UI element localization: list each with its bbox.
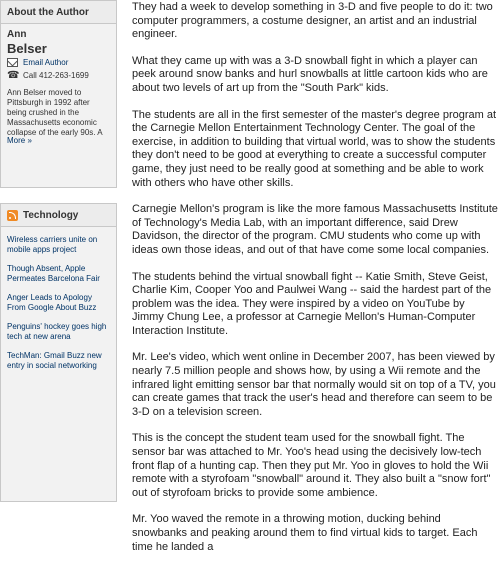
about-author-box xyxy=(0,0,117,188)
more-link[interactable]: More » xyxy=(7,136,32,145)
email-author-label[interactable]: Email Author xyxy=(23,58,69,67)
author-bio: Ann Belser moved to Pittsburgh in 1992 after being crushed in the Massachusetts economic collapse of the early 90s. A xyxy=(7,88,103,137)
about-author-heading: About the Author xyxy=(1,1,116,24)
call-author-label: Call 412-263-1699 xyxy=(23,71,89,80)
article-body xyxy=(132,0,498,567)
article-paragraph: The students are all in the first semester of the master's degree program at the Carnegie Mellon Entertainment Technology Center. The goal of the exercise, in addition to building that virtual world, was to show the students they don't need to be good at everything to create a successful computer game, they just need to be really good at something and be able to work with others who have other skills. xyxy=(132,108,497,189)
email-author-link[interactable] xyxy=(1,56,116,69)
article-paragraph: Mr. Lee's video, which went online in December 2007, has been viewed by nearly 7.5 million people and shows how, by using a Wii remote and the infrared light emitting sensor bar that normally would sit on top of a TV, you can create games that track the user's head and therefore can seem to be 3-D on a television screen. xyxy=(132,351,496,418)
article-paragraph: The students behind the virtual snowball fight -- Katie Smith, Steve Geist, Charlie Kim, Cooper Yoo and Paulwei Wang -- said the hardest part of the problem was the idea. They were inspired by a video on YouTube by Jimmy Chung Lee, a professor at Carnegie Mellon's Human-Computer Interaction Institute. xyxy=(132,270,492,337)
article-paragraph: Carnegie Mellon's program is like the more famous Massachusetts Institute of Technology's Media Lab, with an important difference, said Drew Davidson, the director of the program. CMU students who come up with ideas own those ideas, and out of that have come some local companies. xyxy=(132,203,498,256)
technology-link[interactable]: Though Absent, Apple Permeates Barcelona Fair xyxy=(7,264,100,283)
technology-list xyxy=(1,227,116,371)
sidebar xyxy=(0,0,117,500)
technology-box xyxy=(0,203,117,502)
technology-header xyxy=(1,204,116,227)
article-paragraph: They had a week to develop something in 3-D and five people to do it: two computer programmers, a costume designer, an artist and an industrial engineer. xyxy=(132,1,493,41)
technology-link[interactable]: Wireless carriers unite on mobile apps project xyxy=(7,235,98,254)
author-first-name: Ann xyxy=(7,29,27,40)
author-name xyxy=(1,24,116,56)
article-paragraph: This is the concept the student team used for the snowball fight. The sensor bar was attached to Mr. Yoo's head using the decisively low-tech front flap of a hunting cap. Then they put Mr. Yoo in gloves to hold the Wii remote with a styrofoam "snowball" around it. They also built a "snow fort" out of styrofoam bricks to provide some ambience. xyxy=(132,432,491,499)
technology-link[interactable]: TechMan: Gmail Buzz new entry in social networking xyxy=(7,351,102,370)
article-paragraph: Mr. Yoo waved the remote in a throwing motion, ducking behind snowbanks and peaking around them to find virtual kids to target. Each time he landed a xyxy=(132,513,478,553)
rss-icon[interactable] xyxy=(7,210,18,221)
author-last-name: Belser xyxy=(7,41,47,56)
article-paragraph: What they came up with was a 3-D snowball fight in which a player can peek around snow banks and hurl snowballs at little cartoon kids who are about two levels of art up from the "South Park" kids. xyxy=(132,54,488,94)
call-author xyxy=(1,69,116,82)
technology-heading: Technology xyxy=(23,210,79,221)
phone-icon: ☎ xyxy=(7,70,20,81)
technology-link[interactable]: Penguins' hockey goes high tech at new arena xyxy=(7,322,107,341)
mail-icon xyxy=(7,58,18,67)
technology-link[interactable]: Anger Leads to Apology From Google About Buzz xyxy=(7,293,97,312)
